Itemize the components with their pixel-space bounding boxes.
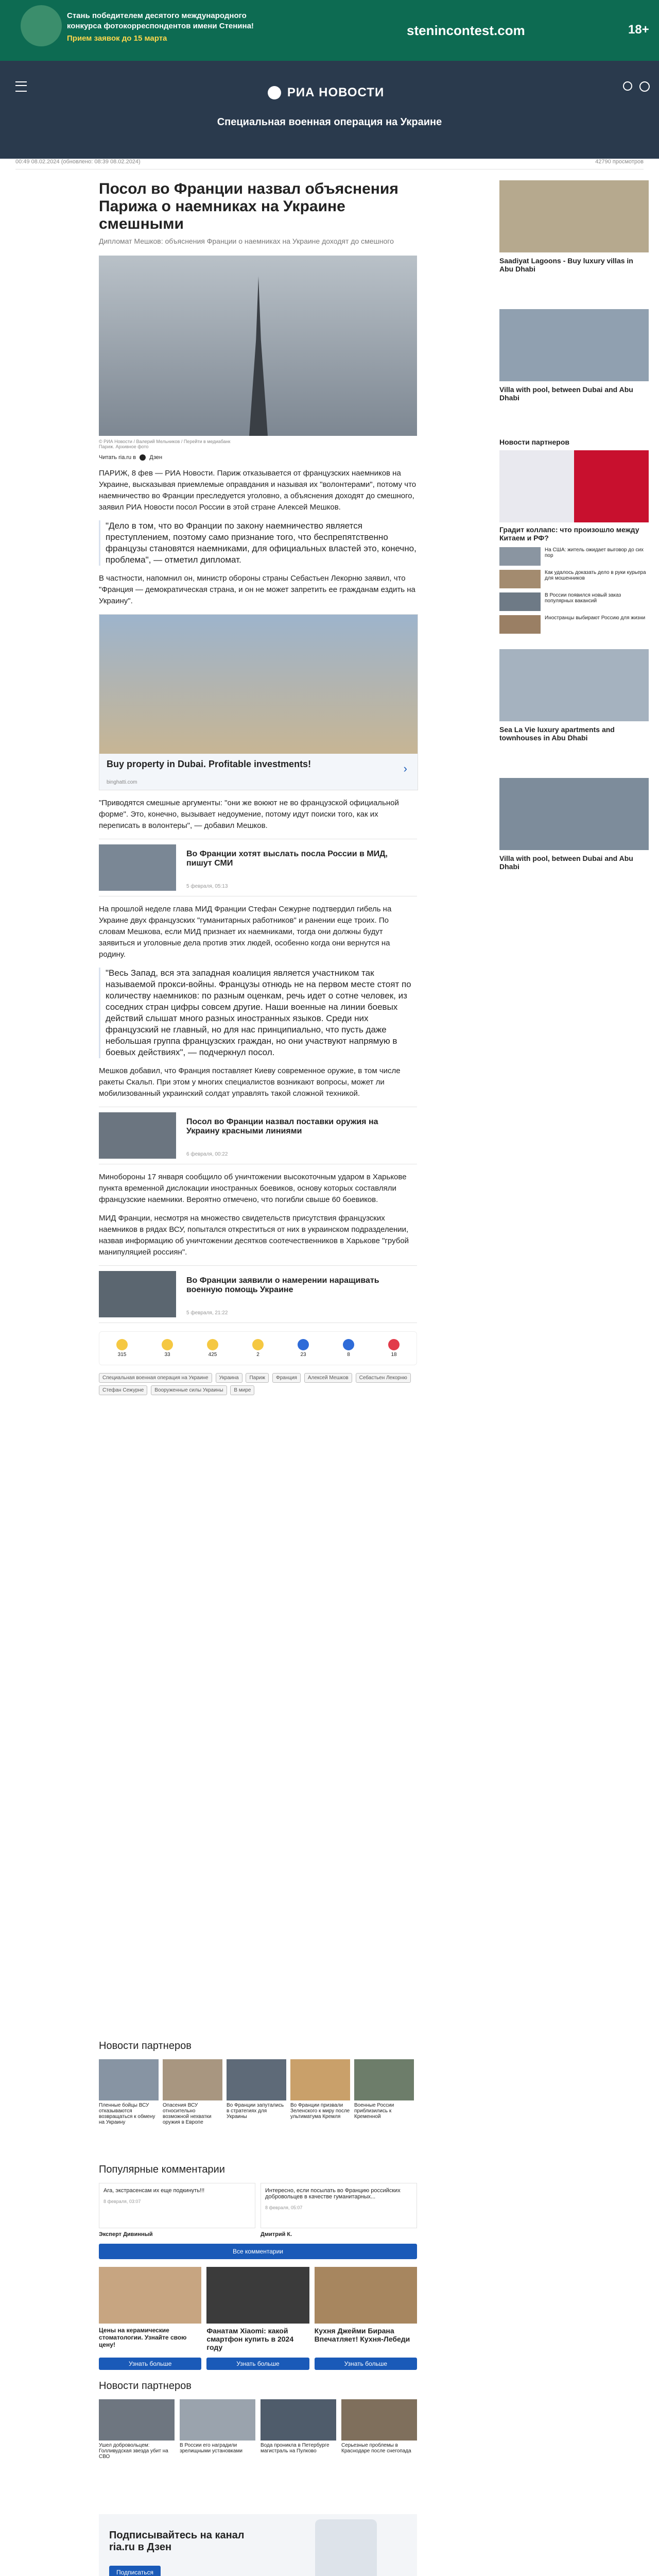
side-partner-main[interactable]: Градит коллапс: что произошло между Китаем и РФ? (499, 526, 639, 542)
promo-card-button[interactable]: Узнать больше (206, 2358, 309, 2370)
tag[interactable]: В мире (230, 1385, 254, 1395)
paragraph-1: ПАРИЖ, 8 фев — РИА Новости. Париж отказывается от французских наемников на Украине, высказывая приемлемые оправдания и называя их "волонтерами", потому что наемничество во Франции преследуется уголовно, а объяснения доходят до смешного, заявил РИА Новости посол России в этой стране Алексей Мешков. (99, 469, 417, 512)
zen-subscribe (99, 2514, 417, 2576)
partner-title: Ушел добровольцем: Голливудская звезда убит на СВО (99, 2443, 168, 2460)
partner-thumb (99, 2059, 159, 2100)
partner-title: Серьезные проблемы в Краснодаре после снегопада (341, 2443, 411, 2454)
side-ad-3[interactable] (499, 649, 649, 768)
side-ad-thumb (499, 180, 649, 252)
wow-icon (207, 1339, 218, 1350)
partner-title: Во Франции запутались в стратегиях для Украины (227, 2103, 284, 2120)
partner-item[interactable] (290, 2059, 350, 2125)
related-date-2: 6 февраля, 00:22 (186, 1151, 228, 1158)
tags (99, 1372, 417, 1397)
comment-date: 8 февраля, 05:07 (265, 2205, 303, 2210)
paragraph-2: В частности, напомнил он, министр обороны страны Себастьен Лекорню заявил, что "Франция — демократическая страна, и он не может запретить ее гражданам ездить на Украину". (99, 574, 415, 606)
partner-title: В России его наградили зрелищными установками (180, 2443, 242, 2454)
tag[interactable]: Вооруженные силы Украины (151, 1385, 227, 1395)
reaction-wow[interactable] (207, 1339, 218, 1358)
side-ad-title: Villa with pool, between Dubai and Abu Dhabi (499, 854, 633, 871)
partner-title: Опасения ВСУ относительно возможной нехватки оружия в Европе (163, 2103, 212, 2125)
article-photo[interactable] (99, 256, 417, 436)
heart-icon (388, 1339, 400, 1350)
reaction-dislike[interactable] (343, 1339, 354, 1358)
side-partner-flags (499, 450, 649, 522)
partner-title: Пленные бойцы ВСУ отказываются возвращаться к обмену на Украину (99, 2103, 155, 2125)
site-header (0, 61, 659, 159)
partner-item[interactable] (99, 2399, 175, 2460)
views-count: 42790 (595, 159, 611, 165)
search-icon[interactable] (623, 81, 632, 91)
paragraph-7: МИД Франции, несмотря на множество свидетельств присутствия французских наемников в рядах ВСУ, попытался откреститься от них в украинском подразделении, назвав информацию об уничтожении десятков соотечественников в Харькове "грубой манипуляцией россиян". (99, 1214, 409, 1257)
side-partner-thumb (499, 615, 541, 634)
reaction-heart[interactable] (388, 1339, 400, 1358)
paragraph-3: "Приводятся смешные аргументы: "они же воюют не во французской официальной форме". Это, конечно, вызывает недоумение, потому идут поиски того, как их переписать в волонтеры", — добавил Мешков. (99, 799, 399, 831)
dislike-icon (343, 1339, 354, 1350)
zen-icon (140, 454, 146, 461)
comments-block (99, 2164, 417, 2259)
paragraph-5: Мешков добавил, что Франция поставляет Киеву современное оружие, в том числе ракеты Скальп. При этом у многих специалистов возникают вопросы, может ли мобилизованный украинский солдат управлять такой сложной техникой. (99, 1066, 401, 1098)
promo-image (99, 615, 418, 754)
reaction-count: 18 (391, 1352, 397, 1358)
promo-card-button[interactable]: Узнать больше (99, 2358, 201, 2370)
reaction-count: 315 (117, 1352, 127, 1358)
tag[interactable]: Франция (272, 1373, 301, 1383)
reaction-count: 425 (208, 1352, 217, 1358)
related-article-3[interactable] (99, 1265, 417, 1323)
ad-text-3: Прием заявок до 15 марта (67, 34, 167, 43)
related-thumb-3 (99, 1271, 176, 1317)
related-title-2: Посол во Франции назвал поставки оружия на Украину красными линиями (186, 1117, 378, 1136)
tag[interactable]: Париж (246, 1373, 269, 1383)
tag[interactable]: Специальная военная операция на Украине (99, 1373, 212, 1383)
side-partners-title: Новости партнеров (499, 438, 570, 446)
side-ad-thumb (499, 649, 649, 721)
reaction-like[interactable] (116, 1339, 128, 1358)
related-date-3: 5 февраля, 21:22 (186, 1310, 228, 1316)
comment-card[interactable] (261, 2183, 417, 2228)
comment-card[interactable] (99, 2183, 255, 2228)
promo-row (99, 2267, 417, 2370)
ad-age: 18+ (628, 23, 649, 37)
partner-item[interactable] (180, 2399, 255, 2460)
top-banner-ad[interactable] (0, 0, 659, 61)
related-thumb-2 (99, 1112, 176, 1159)
side-ad-1[interactable] (499, 180, 649, 299)
side-partner-item[interactable] (499, 570, 649, 588)
related-date-1: 5 февраля, 05:13 (186, 884, 228, 890)
zen-phone-graphic (315, 2519, 377, 2576)
reactions-bar (99, 1331, 417, 1365)
site-logo[interactable] (268, 86, 391, 104)
partner-title: Во Франции призвали Зеленского к миру после ультиматума Кремля (290, 2103, 350, 2120)
partners-title-1: Новости партнеров (99, 2040, 192, 2052)
partner-thumb (99, 2399, 175, 2441)
article-title: Посол во Франции назвал объяснения Парижа о наемниках на Украине смешными (99, 180, 398, 232)
zen-title: Подписывайтесь на канал ria.ru в Дзен (109, 2530, 245, 2553)
side-ad-thumb (499, 778, 649, 850)
partner-item[interactable] (341, 2399, 417, 2460)
zen-subscribe-button[interactable]: Подписаться (109, 2566, 161, 2576)
paragraph-4: На прошлой неделе глава МИД Франции Стефан Сежурне подтвердил гибель на Украине двух французских "гуманитарных работников" и ранении еще троих. По словам Мешкова, если МИД признает их наемниками, тогда они должны будут заявиться и уголовные дела против этих людей, особенно когда они вернутся на родину. (99, 905, 392, 959)
comment-date: 8 февраля, 03:07 (103, 2199, 141, 2204)
user-icon[interactable] (639, 81, 650, 92)
reaction-haha[interactable] (162, 1339, 173, 1358)
zen-label: Дзен (149, 454, 163, 461)
side-partner-thumb (499, 547, 541, 566)
photo-caption-2: Париж. Архивное фото (99, 444, 149, 449)
reaction-angry[interactable] (298, 1339, 309, 1358)
side-ad-2[interactable] (499, 309, 649, 428)
update-date: (обновлено: 08:39 08.02.2024) (61, 159, 141, 165)
partner-title: Военные России приблизились к Кременной (354, 2103, 394, 2120)
read-in-label: Читать ria.ru в (99, 454, 136, 461)
promo-card[interactable] (315, 2267, 417, 2370)
partner-title: Вода проникла в Петербурге магистраль на Пулково (261, 2443, 330, 2454)
side-ad-title: Sea La Vie luxury apartments and townhouses in Abu Dhabi (499, 725, 615, 742)
partner-item[interactable] (261, 2399, 336, 2460)
partner-thumb (354, 2059, 414, 2100)
side-partner-text: Иностранцы выбирают Россию для жизни (545, 615, 646, 621)
tag[interactable]: Себастьен Лекорню (356, 1373, 411, 1383)
logo-text: РИА НОВОСТИ (287, 86, 385, 99)
side-partner-text: На США: житель ожидает выговор до сих пор (545, 547, 644, 558)
haha-icon (162, 1339, 173, 1350)
comment-text: Ага, экстрасенсам их еще подкинуть!!! (103, 2188, 205, 2194)
reaction-count: 2 (256, 1352, 259, 1358)
ad-text-2: конкурса фотокорреспондентов имени Стенина! (67, 22, 254, 30)
partner-item[interactable] (227, 2059, 286, 2125)
side-partner-text: Как удалось доказать дело в руки курьера для мошенников (545, 570, 646, 581)
side-partner-item[interactable] (499, 592, 649, 611)
section-title[interactable]: Специальная военная операция на Украине (217, 116, 442, 128)
article-meta-bar (15, 159, 644, 170)
ad-text-1: Стань победителем десятого международного (67, 11, 247, 20)
promo-card-title: Кухня Джейми Бирана Впечатляет! Кухня-Лебеди (314, 2327, 410, 2343)
partners-title-2: Новости партнеров (99, 2380, 192, 2392)
side-partner-thumb (499, 592, 541, 611)
paragraph-6: Минобороны 17 января сообщило об уничтожении высокоточным ударом в Харькове пункта временной дислокации иностранных боевиков, основу которых составляли французские наемники. Вероятно отмечено, что погибли свыше 60 боевиков. (99, 1173, 407, 1205)
ad-site[interactable]: stenincontest.com (407, 23, 525, 38)
ad-logo-circle (21, 5, 62, 46)
side-partner-item[interactable] (499, 547, 649, 566)
views-label: просмотров (612, 159, 644, 165)
comments-title: Популярные комментарии (99, 2164, 225, 2175)
inline-promo[interactable] (99, 614, 418, 790)
reaction-count: 23 (300, 1352, 306, 1358)
promo-card-image (315, 2267, 417, 2324)
partner-item[interactable] (99, 2059, 159, 2125)
sidebar (499, 180, 649, 896)
promo-card[interactable] (99, 2267, 201, 2370)
partner-item[interactable] (163, 2059, 222, 2125)
angry-icon (298, 1339, 309, 1350)
reaction-count: 33 (164, 1352, 170, 1358)
partner-thumb (163, 2059, 222, 2100)
article (99, 180, 417, 1397)
comment-user[interactable]: Дмитрий К. (261, 2231, 292, 2238)
promo-card-title: Фанатам Xiaomi: какой смартфон купить в 2024 году (206, 2327, 294, 2351)
reaction-sad[interactable] (252, 1339, 264, 1358)
partner-thumb (341, 2399, 417, 2441)
partner-thumb (290, 2059, 350, 2100)
tag[interactable]: Алексей Мешков (304, 1373, 352, 1383)
side-partner-item[interactable] (499, 615, 649, 634)
related-thumb-1 (99, 844, 176, 891)
eiffel-tower-silhouette (243, 276, 274, 436)
side-ad-4[interactable] (499, 778, 649, 896)
side-partner-text: В России появился новый заказ популярных вакансий (545, 592, 621, 604)
promo-card-image (99, 2267, 201, 2324)
promo-card-image (206, 2267, 309, 2324)
publish-date: 00:49 08.02.2024 (15, 159, 60, 165)
partners-block-2 (99, 2380, 417, 2460)
promo-card-button[interactable]: Узнать больше (315, 2358, 417, 2370)
related-article-1[interactable] (99, 839, 417, 896)
sad-icon (252, 1339, 264, 1350)
side-ad-thumb (499, 309, 649, 381)
comment-user[interactable]: Эксперт Дивинный (99, 2231, 153, 2238)
quote-2: "Весь Запад, вся эта западная коалиция является участником так называемой прокси-войны. Французы отнюдь не на первом месте стоят по количеству наемников: по разным оценкам, речь идет о сотне человек, из соседних стран цифры совсем другие. Наши военные на линии боевых действий слышат много разных иностранных языков. Среди них французский не главный, но для нас принципиально, что пусть даже небольшая группа французских граждан, но они участвуют напрямую в боевых действиях", — подчеркнул посол. (99, 968, 417, 1058)
quote-1: "Дело в том, что во Франции по закону наемничество является преступлением, поэтому само признание того, что беспрепятственно французы становятся наемниками, для официальных властей это, конечно, проблема", — отметил дипломат. (99, 520, 417, 566)
promo-card-title: Цены на керамические стоматологии. Узнайте свою цену! (99, 2327, 187, 2348)
side-ad-title: Villa with pool, between Dubai and Abu Dhabi (499, 385, 633, 402)
related-title-1: Во Франции хотят выслать посла России в МИД, пишут СМИ (186, 850, 388, 868)
side-partner-thumb (499, 570, 541, 588)
side-ad-title: Saadiyat Lagoons - Buy luxury villas in Abu Dhabi (499, 257, 633, 273)
all-comments-button[interactable]: Все комментарии (99, 2244, 417, 2259)
partner-thumb (227, 2059, 286, 2100)
like-icon (116, 1339, 128, 1350)
tag[interactable]: Стефан Сежурне (99, 1385, 147, 1395)
logo-icon (268, 86, 281, 99)
promo-card[interactable] (206, 2267, 309, 2370)
photo-caption: © РИА Новости / Валерий Мельников / Перейти в медиабанк (99, 439, 231, 444)
promo-site: binghatti.com (107, 779, 137, 786)
side-partners (499, 438, 649, 634)
partners-block-1 (99, 2040, 417, 2125)
comment-text: Интересно, если посылать во Францию российских добровольцев в качестве гуманитарных... (265, 2188, 401, 2200)
reaction-count: 8 (347, 1352, 350, 1358)
promo-arrow-icon: › (403, 762, 407, 775)
partner-thumb (180, 2399, 255, 2441)
partner-thumb (261, 2399, 336, 2441)
partner-item[interactable] (354, 2059, 414, 2125)
read-in-zen[interactable] (99, 454, 417, 461)
related-article-2[interactable] (99, 1107, 417, 1164)
tag[interactable]: Украина (216, 1373, 242, 1383)
article-lead: Дипломат Мешков: объяснения Франции о наемниках на Украине доходят до смешного (99, 237, 394, 245)
promo-title: Buy property in Dubai. Profitable investments! (107, 759, 311, 770)
related-title-3: Во Франции заявили о намерении наращивать военную помощь Украине (186, 1276, 379, 1295)
menu-icon-mid (15, 85, 27, 86)
menu-icon[interactable] (15, 81, 27, 92)
